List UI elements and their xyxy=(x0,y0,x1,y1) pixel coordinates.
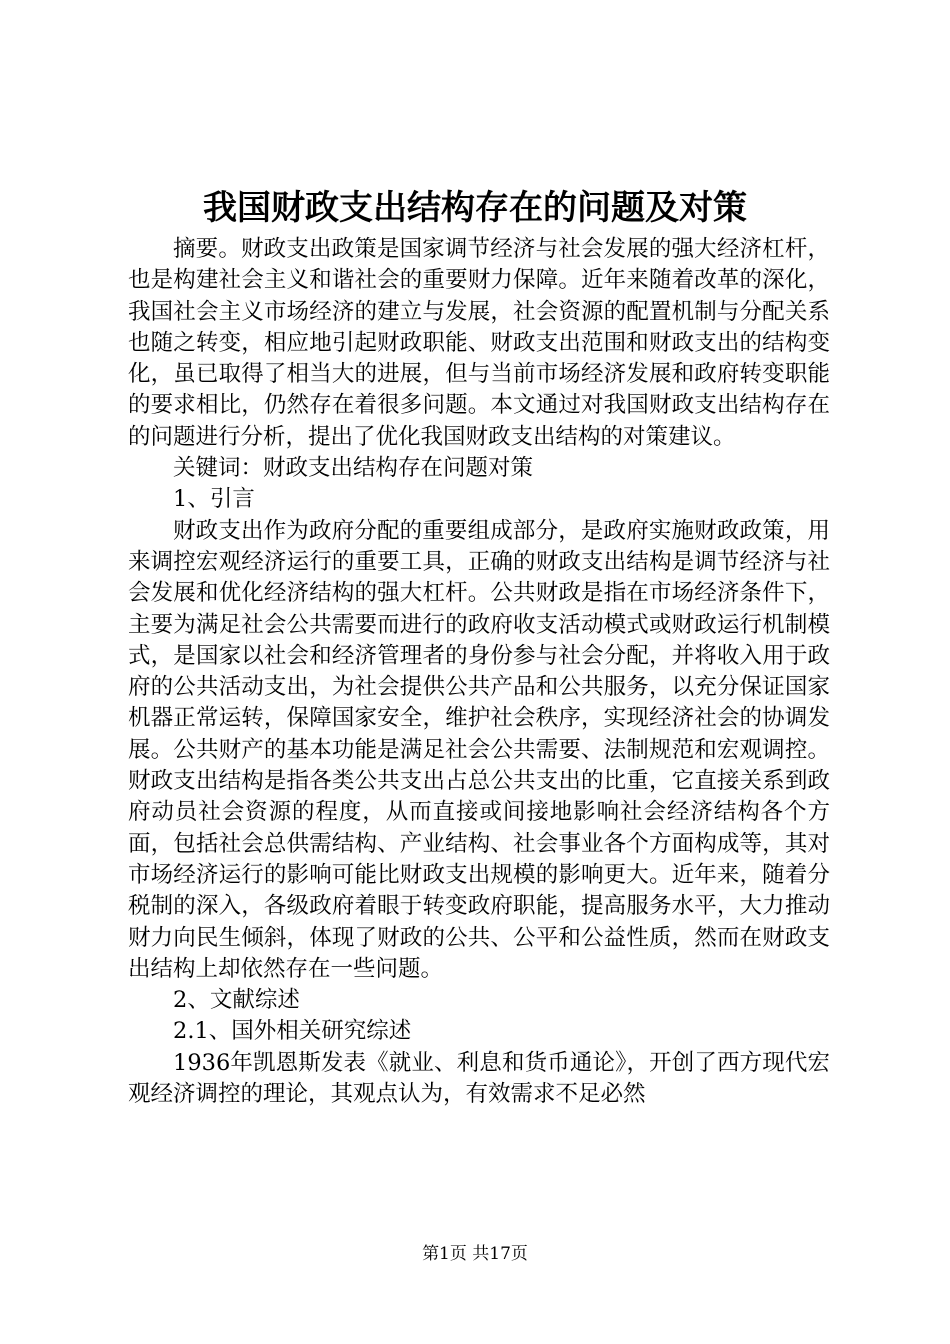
document-title: 我国财政支出结构存在的问题及对策 xyxy=(203,188,747,228)
page-number-footer: 第1页 共17页 xyxy=(422,1244,528,1264)
section-heading-literature-review: 2、文献综述 xyxy=(173,987,300,1014)
introduction-paragraph: 财政支出作为政府分配的重要组成部分，是政府实施财政政策，用来调控宏观经济运行的重要工具，正确的财政支出结构是调节经济与社会发展和优化经济结构的强大杠杆。公共财政是指在市场经济条件下，主要为满足社会公共需要而进行的政府收支活动模式或财政运行机制模式，是国家以社会和经济管理者的身份参与社会分配，并将收入用于政府的公共活动支出，为社会提供公共产品和公共服务，以充分保证国家机器正常运转，保障国家安全，维护社会秩序，实现经济社会的协调发展。公共财产的基本功能是满足社会公共需要、法制规范和宏观调控。财政支出结构是指各类公共支出占总公共支出的比重，它直接关系到政府动员社会资源的程度，从而直接或间接地影响社会经济结构各个方面，包括社会总供需结构、产业结构、社会事业各个方面构成等，其对市场经济运行的影响可能比财政支出规模的影响更大。近年来，随着分税制的深入，各级政府着眼于转变政府职能，提高服务水平，大力推动财力向民生倾斜，体现了财政的公共、公平和公益性质，然而在财政支出结构上却依然存在一些问题。 xyxy=(128,517,830,982)
keywords-line: 关键词：财政支出结构存在问题对策 xyxy=(173,455,534,482)
section-heading-introduction: 1、引言 xyxy=(173,486,255,513)
document-body xyxy=(128,234,830,1110)
abstract-paragraph: 摘要。财政支出政策是国家调节经济与社会发展的强大经济杠杆，也是构建社会主义和谐社会的重要财力保障。近年来随着改革的深化，我国社会主义市场经济的建立与发展，社会资源的配置机制与分配关系也随之转变，相应地引起财政职能、财政支出范围和财政支出的结构变化，虽已取得了相当大的进展，但与当前市场经济发展和政府转变职能的要求相比，仍然存在着很多问题。本文通过对我国财政支出结构存在的问题进行分析，提出了优化我国财政支出结构的对策建议。 xyxy=(128,236,830,450)
subsection-heading-foreign-research: 2.1、国外相关研究综述 xyxy=(173,1018,412,1045)
foreign-research-paragraph: 1936年凯恩斯发表《就业、利息和货币通论》，开创了西方现代宏观经济调控的理论，其观点认为，有效需求不足必然 xyxy=(128,1049,830,1108)
